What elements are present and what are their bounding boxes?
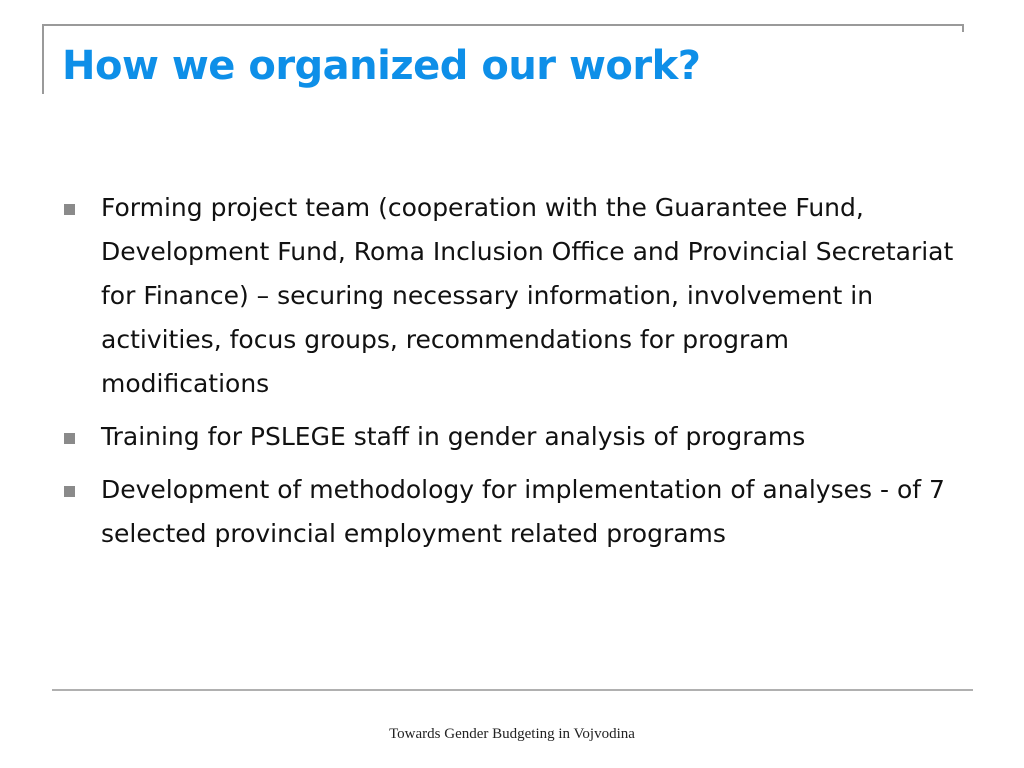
- bullet-text: Training for PSLEGE staff in gender analysis of programs: [101, 422, 806, 451]
- title-frame-left-line: [42, 24, 44, 94]
- title-frame-top-line: [42, 24, 964, 26]
- square-bullet-icon: [64, 433, 75, 444]
- bullet-item: [64, 468, 964, 556]
- bullet-item: [64, 186, 964, 406]
- footer-divider: [52, 689, 973, 691]
- square-bullet-icon: [64, 486, 75, 497]
- bullet-item: [64, 415, 964, 459]
- bullet-list: [64, 186, 964, 565]
- slide-title: How we organized our work?: [62, 43, 701, 89]
- footer-text: Towards Gender Budgeting in Vojvodina: [389, 726, 635, 742]
- bullet-text: Forming project team (cooperation with the Guarantee Fund, Development Fund, Roma Inclusion Office and Provincial Secretariat for Finance) – securing necessary information, involvement in activities, focus groups, recommendations for program modifications: [101, 193, 954, 398]
- square-bullet-icon: [64, 204, 75, 215]
- bullet-text: Development of methodology for implementation of analyses - of 7 selected provincial employment related programs: [101, 475, 945, 548]
- title-frame-end-tick: [962, 24, 964, 32]
